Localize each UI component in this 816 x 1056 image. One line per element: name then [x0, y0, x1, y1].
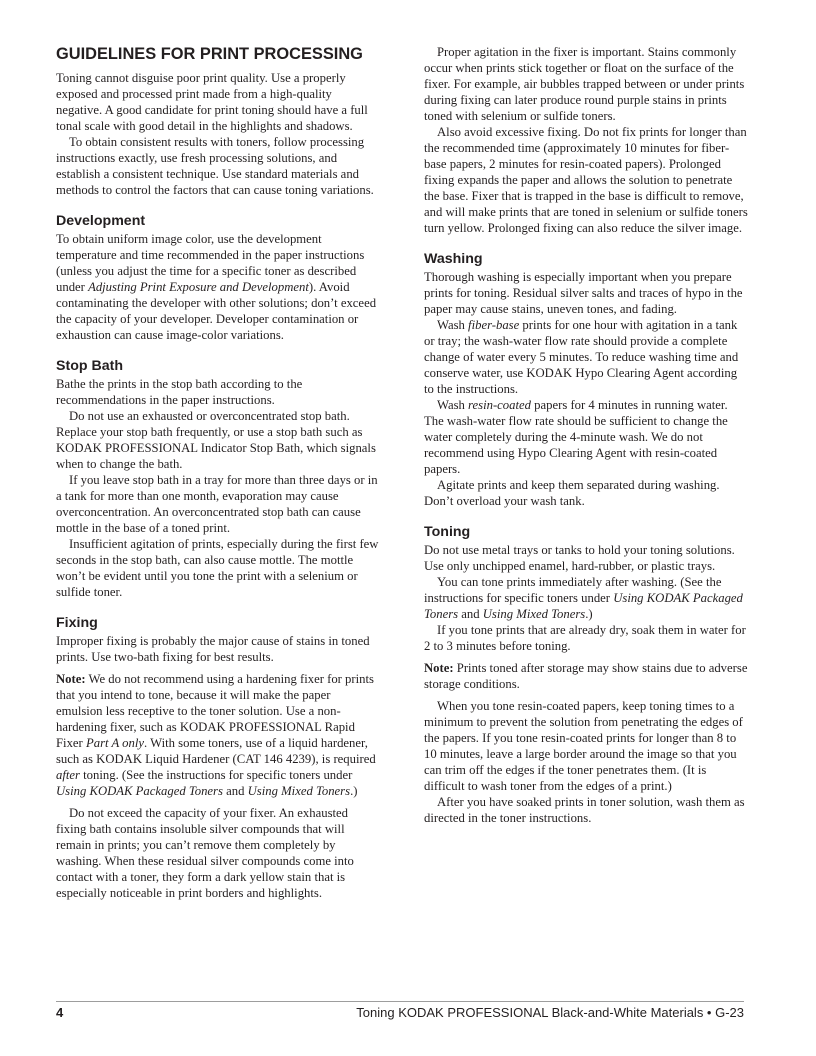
- toning-note: Note: Prints toned after storage may show stains due to adverse storage conditions.: [424, 661, 748, 691]
- section-heading-development: Development: [56, 213, 146, 229]
- toning-paragraph: Do not use metal trays or tanks to hold your toning solutions. Use only unchipped enamel, hard-rubber, or plastic trays.: [424, 543, 735, 573]
- toning-paragraph: After you have soaked prints in toner solution, wash them as directed in the toner instructions.: [424, 795, 745, 825]
- cross-reference: Using KODAK Packaged Toners: [56, 784, 223, 798]
- page-title: GUIDELINES FOR PRINT PROCESSING: [56, 45, 363, 63]
- stop-bath-paragraph: Do not use an exhausted or overconcentrated stop bath. Replace your stop bath frequently, or use a stop bath such as KODAK PROFESSIONAL Indicator Stop Bath, which signals when to change the bath.: [56, 409, 376, 471]
- page-footer: [56, 1004, 744, 1022]
- toning-paragraph: If you tone prints that are already dry, soak them in water for 2 to 3 minutes before toning.: [424, 623, 746, 653]
- section-heading-fixing: Fixing: [56, 615, 98, 631]
- fixing-paragraph: Improper fixing is probably the major cause of stains in toned prints. Use two-bath fixing for best results.: [56, 634, 370, 664]
- development-paragraph: To obtain uniform image color, use the development temperature and time recommended in the paper instructions (unless you adjust the time for a specific toner as described under Adjusting Print Exposure and Development). Avoid contaminating the developer with other solutions; don’t exceed the capacity of your developer. Developer contamination or exhaustion can cause image-color variations.: [56, 232, 377, 342]
- cross-reference: Using Mixed Toners: [247, 784, 351, 798]
- page-number: 4: [56, 1005, 64, 1020]
- cross-reference: Using Mixed Toners: [482, 607, 586, 621]
- running-title: Toning KODAK PROFESSIONAL Black-and-White Materials • G-23: [356, 1005, 744, 1020]
- footer-rule: [56, 1001, 744, 1002]
- fixing-paragraph: Proper agitation in the fixer is important. Stains commonly occur when prints stick together or float on the surface of the fixer. For example, air bubbles trapped between or under prints during fixing can later produce round purple stains in prints toned with selenium or sulfide toners.: [424, 45, 745, 123]
- stop-bath-paragraph: Bathe the prints in the stop bath according to the recommendations in the paper instructions.: [56, 377, 303, 407]
- washing-paragraph: Wash resin-coated papers for 4 minutes in running water. The wash-water flow rate should be sufficient to change the water completely during the 4-minute wash. We do not recommend using Hypo Clearing Agent with resin-coated papers.: [424, 398, 728, 476]
- fixing-note: Note: We do not recommend using a hardening fixer for prints that you intend to tone, because it will make the paper emulsion less receptive to the toner solution. Use a non-hardening fixer, such as KODAK PROFESSIONAL Rapid Fixer Part A only. With some toners, use of a liquid hardener, such as KODAK Liquid Hardener (CAT 146 4239), is required after toning. (See the instructions for specific toners under Using KODAK Packaged Toners and Using Mixed Toners.): [56, 672, 376, 798]
- section-heading-stop-bath: Stop Bath: [56, 358, 123, 374]
- cross-reference: Using KODAK Packaged Toners: [424, 591, 743, 621]
- note-label: Note:: [424, 661, 454, 675]
- right-column: [424, 44, 748, 826]
- section-heading-washing: Washing: [424, 251, 483, 267]
- intro-paragraph: Toning cannot disguise poor print quality. Use a properly exposed and processed print made from a high-quality negative. A good candidate for print toning should have a full tonal scale with good detail in the highlights and shadows.: [56, 71, 368, 133]
- fixing-paragraph: Do not exceed the capacity of your fixer. An exhausted fixing bath contains insoluble silver compounds that will remain in prints; you can’t remove them completely by washing. When these residual silver compounds come into contact with a toner, they form a dark yellow stain that is especially noticeable in print borders and highlights.: [56, 806, 354, 900]
- toning-paragraph: When you tone resin-coated papers, keep toning times to a minimum to prevent the solution from penetrating the edges of the papers. If you tone resin-coated prints for longer than 8 to 10 minutes, leave a large border around the image so that you can trim off the edges if the toner penetrates them. (It is difficult to wash toner from the edges of a print.): [424, 699, 743, 793]
- note-label: Note:: [56, 672, 86, 686]
- cross-reference: Adjusting Print Exposure and Development: [88, 280, 309, 294]
- washing-paragraph: Wash fiber-base prints for one hour with agitation in a tank or tray; the wash-water flow rate should provide a complete change of water every 5 minutes. To reduce washing time and conserve water, use KODAK Hypo Clearing Agent according to the instructions.: [424, 318, 739, 396]
- washing-paragraph: Thorough washing is especially important when you prepare prints for toning. Residual silver salts and traces of hypo in the paper may cause stains, uneven tones, and fading.: [424, 270, 743, 316]
- intro-paragraph: To obtain consistent results with toners, follow processing instructions exactly, use fresh processing solutions, and establish a consistent technique. Use standard materials and methods to control the factors that can cause toning variations.: [56, 135, 374, 197]
- stop-bath-paragraph: If you leave stop bath in a tray for more than three days or in a tank for more than one month, evaporation may cause overconcentration. An overconcentrated stop bath can cause mottle in the base of a toned print.: [56, 473, 378, 535]
- left-column: [56, 44, 380, 901]
- washing-paragraph: Agitate prints and keep them separated during washing. Don’t overload your wash tank.: [424, 478, 720, 508]
- stop-bath-paragraph: Insufficient agitation of prints, especially during the first few seconds in the stop bath, can also cause mottle. The mottle won’t be evident until you tone the print with a selenium or sulfide toner.: [56, 537, 379, 599]
- section-heading-toning: Toning: [424, 524, 471, 540]
- toning-paragraph: You can tone prints immediately after washing. (See the instructions for specific toners under Using KODAK Packaged Toners and Using Mixed Toners.): [424, 575, 743, 621]
- fixing-paragraph: Also avoid excessive fixing. Do not fix prints for longer than the recommended time (approximately 10 minutes for fiber-base papers, 2 minutes for resin-coated papers). Prolonged fixing expands the paper and allows the solution to penetrate the base. Fixer that is trapped in the base is difficult to remove, and will make prints that are toned in selenium or sulfide toners turn yellow. Prolonged fixing can also reduce the silver image.: [424, 125, 748, 235]
